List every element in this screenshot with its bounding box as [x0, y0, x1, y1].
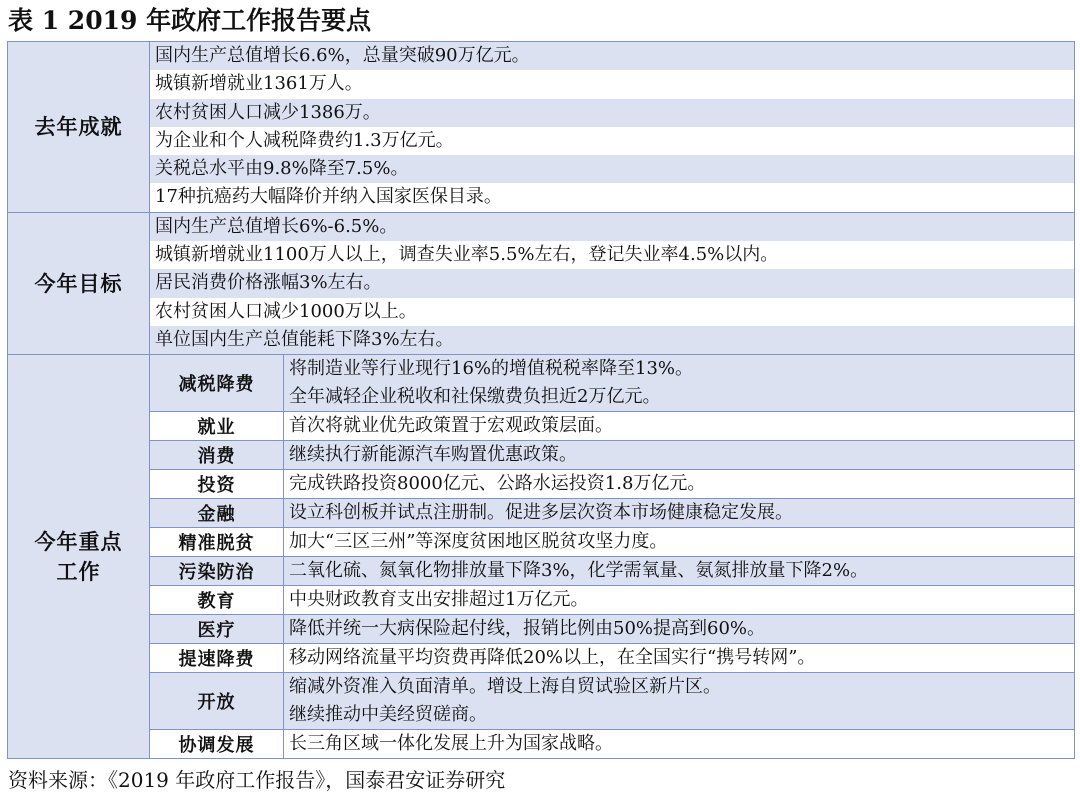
item-line: 首次将就业优先政策置于宏观政策层面。: [284, 412, 1074, 440]
item-line: 继续推动中美经贸磋商。: [284, 701, 1074, 729]
key-work-items: [150, 355, 1074, 758]
table-row: 关税总水平由9.8%降至7.5%。: [150, 155, 1074, 183]
key-work-item: [150, 355, 1074, 411]
key-work-item: [150, 614, 1074, 643]
item-name: 精准脱贫: [150, 528, 284, 556]
item-line: 设立科创板并试点注册制。促进多层次资本市场健康稳定发展。: [284, 499, 1074, 527]
item-line: 降低并统一大病保险起付线，报销比例由50%提高到60%。: [284, 615, 1074, 643]
key-work-item: [150, 411, 1074, 440]
source-note: 资料来源：《2019 年政府工作报告》，国泰君安证券研究: [8, 768, 506, 792]
section-last-year-achievements: [8, 42, 1074, 212]
item-name: 提速降费: [150, 644, 284, 672]
item-line: 将制造业等行业现行16%的增值税税率降至13%。: [284, 355, 1074, 383]
summary-table: [7, 41, 1075, 759]
key-work-item: [150, 556, 1074, 585]
category-label-line: 今年重点: [34, 528, 123, 554]
item-name: 教育: [150, 586, 284, 614]
key-work-item: [150, 498, 1074, 527]
item-line: 移动网络流量平均资费再降低20%以上，在全国实行“携号转网”。: [284, 644, 1074, 672]
table-row: 单位国内生产总值能耗下降3%左右。: [150, 326, 1074, 354]
key-work-item: [150, 643, 1074, 672]
item-name: 协调发展: [150, 730, 284, 758]
item-name: 污染防治: [150, 557, 284, 585]
item-name: 开放: [150, 673, 284, 729]
category-label: 去年成就: [8, 42, 150, 212]
category-label-line: 工作: [56, 558, 101, 584]
item-name: 金融: [150, 499, 284, 527]
item-line: 长三角区域一体化发展上升为国家战略。: [284, 730, 1074, 758]
section-rows: [150, 42, 1074, 212]
section-this-year-targets: [8, 212, 1074, 354]
key-work-item: [150, 672, 1074, 729]
section-rows: [150, 213, 1074, 354]
table-row: 17种抗癌药大幅降价并纳入国家医保目录。: [150, 183, 1074, 211]
table-row: 农村贫困人口减少1386万。: [150, 99, 1074, 127]
item-line: 全年减轻企业税收和社保缴费负担近2万亿元。: [284, 383, 1074, 411]
item-line: 中央财政教育支出安排超过1万亿元。: [284, 586, 1074, 614]
key-work-item: [150, 469, 1074, 498]
key-work-item: [150, 729, 1074, 758]
table-row: 农村贫困人口减少1000万以上。: [150, 298, 1074, 326]
item-name: 减税降费: [150, 355, 284, 411]
item-line: 缩减外资准入负面清单。增设上海自贸试验区新片区。: [284, 673, 1074, 701]
category-label: [8, 355, 150, 758]
table-row: 国内生产总值增长6.6%，总量突破90万亿元。: [150, 42, 1074, 70]
item-line: 继续执行新能源汽车购置优惠政策。: [284, 441, 1074, 469]
key-work-item: [150, 527, 1074, 556]
key-work-item: [150, 440, 1074, 469]
category-label: 今年目标: [8, 213, 150, 354]
key-work-item: [150, 585, 1074, 614]
table-row: 为企业和个人减税降费约1.3万亿元。: [150, 127, 1074, 155]
item-name: 医疗: [150, 615, 284, 643]
table-row: 城镇新增就业1100万人以上，调查失业率5.5%左右，登记失业率4.5%以内。: [150, 241, 1074, 269]
item-line: 完成铁路投资8000亿元、公路水运投资1.8万亿元。: [284, 470, 1074, 498]
item-name: 投资: [150, 470, 284, 498]
section-key-work: [8, 354, 1074, 758]
table-row: 国内生产总值增长6%-6.5%。: [150, 213, 1074, 241]
table-title: 表 1 2019 年政府工作报告要点: [8, 6, 372, 35]
item-name: 就业: [150, 412, 284, 440]
item-name: 消费: [150, 441, 284, 469]
table-row: 居民消费价格涨幅3%左右。: [150, 269, 1074, 297]
item-line: 二氧化硫、氮氧化物排放量下降3%，化学需氧量、氨氮排放量下降2%。: [284, 557, 1074, 585]
table-row: 城镇新增就业1361万人。: [150, 70, 1074, 98]
item-line: 加大“三区三州”等深度贫困地区脱贫攻坚力度。: [284, 528, 1074, 556]
